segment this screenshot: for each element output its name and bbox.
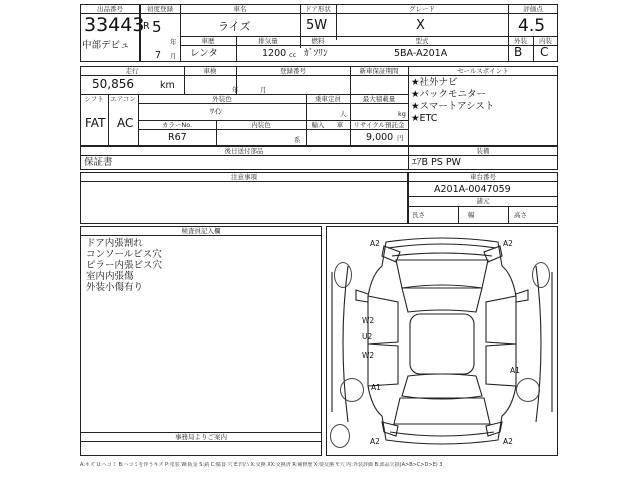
inspector-note-5: 外装小傷有り bbox=[86, 282, 144, 293]
sales-point-4: ★ETC bbox=[411, 113, 438, 124]
interior-grade: C bbox=[540, 45, 549, 59]
legend: A:キズ U:ヘコミ B:ヘコミを伴うキズ P:塗装 W:板金 S:錆 C:腐食 穴 E:凹凸 X:交換 XX:交換済 R:補修歴 X:要交換 Y:穴 内:外装評価 B:部品欠損(A>B>C>D>E) 3 bbox=[80, 462, 443, 468]
inspector-note-2: コンソールビス穴 bbox=[86, 249, 162, 260]
exterior-grade: B bbox=[514, 45, 523, 59]
wheel-rear-right bbox=[516, 378, 540, 402]
grade-caption: グレード bbox=[409, 5, 435, 13]
door-caption: ドア形状 bbox=[305, 5, 331, 13]
mark-door-w2-upper: W2 bbox=[362, 316, 375, 325]
car-name-caption: 車名 bbox=[233, 5, 247, 13]
mark-door-u2: U2 bbox=[362, 332, 373, 341]
inspector-note-3: ピラー内張ビス穴 bbox=[86, 260, 163, 271]
shift: FAT bbox=[85, 116, 106, 130]
category: レンタ bbox=[190, 48, 218, 59]
debut-label: 中部デビュ bbox=[82, 40, 130, 51]
mark-rear-bumper-right: A2 bbox=[503, 437, 513, 446]
mark-front-left: A2 bbox=[370, 239, 380, 248]
reg-era: R bbox=[143, 21, 150, 32]
wheel-front-left bbox=[334, 262, 352, 288]
fuel: ｶﾞｿﾘﾝ bbox=[304, 48, 328, 59]
reg-year: 5 bbox=[152, 18, 162, 36]
sales-point-1: ★社外ナビ bbox=[411, 77, 458, 88]
later-parts: 保証書 bbox=[84, 157, 113, 168]
lot-number: 33443 bbox=[84, 14, 145, 36]
chassis-number: A201A-0047059 bbox=[434, 184, 511, 195]
displacement: 1200 bbox=[262, 48, 287, 59]
recycle-fee: 9,000 bbox=[366, 132, 394, 143]
spare-wheel bbox=[330, 424, 350, 448]
wheel-front-right bbox=[532, 262, 550, 288]
exterior-color: ﾜｲﾝ bbox=[210, 107, 222, 116]
first-reg-caption: 初度登録 bbox=[147, 5, 173, 13]
car-name: ライズ bbox=[218, 20, 251, 33]
mileage-unit: km bbox=[160, 80, 175, 91]
equipment-value: ｴｱB PS PW bbox=[412, 157, 461, 168]
ac: AC bbox=[117, 116, 134, 130]
mark-rear-right: A1 bbox=[510, 366, 520, 375]
lot-caption: 出品番号 bbox=[97, 5, 123, 13]
sales-point-3: ★スマートアシスト bbox=[411, 101, 495, 112]
mileage: 50,856 bbox=[92, 77, 134, 91]
inspector-note-4: 室内内張傷 bbox=[86, 271, 134, 282]
reg-month: 7 bbox=[155, 50, 162, 61]
inspector-note-1: ドア内張割れ bbox=[86, 238, 143, 249]
model: 5BA-A201A bbox=[394, 48, 448, 59]
color-no: R67 bbox=[168, 132, 187, 143]
mark-front-right: A2 bbox=[503, 239, 513, 248]
door-type: 5W bbox=[306, 18, 328, 33]
sales-point-2: ★バックモニター bbox=[411, 89, 487, 100]
mark-rear-left: A1 bbox=[371, 383, 381, 392]
mark-rear-bumper-left: A2 bbox=[370, 437, 380, 446]
wheel-rear-left bbox=[340, 378, 364, 402]
score: 4.5 bbox=[518, 16, 546, 36]
mark-door-w2-lower: W2 bbox=[362, 351, 375, 360]
car-outline bbox=[326, 226, 558, 456]
score-caption: 評価点 bbox=[523, 5, 543, 13]
grade: X bbox=[416, 18, 425, 33]
